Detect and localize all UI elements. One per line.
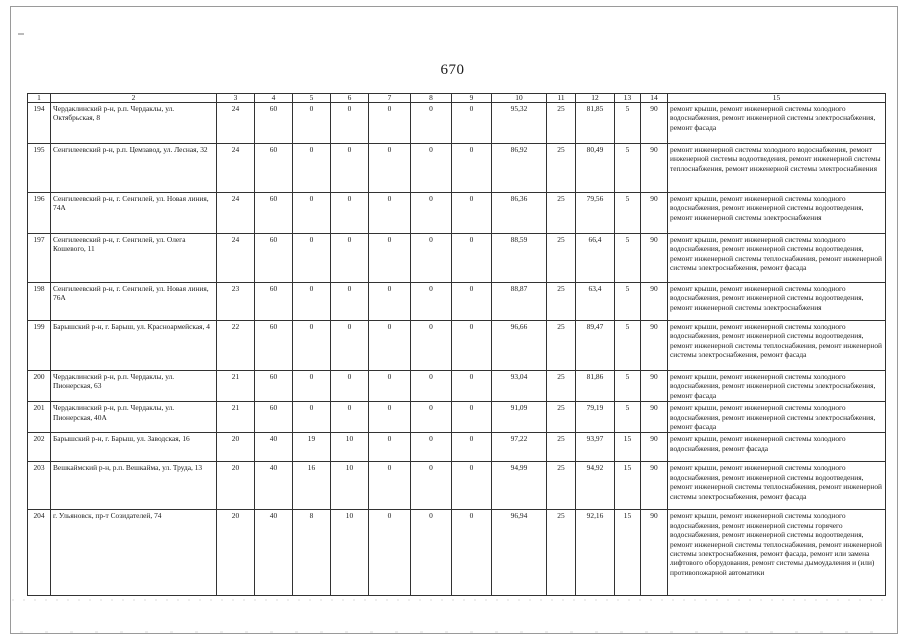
- value-cell: 86,92: [492, 144, 547, 193]
- value-cell: 0: [331, 371, 369, 402]
- value-cell: 0: [369, 433, 411, 462]
- value-cell: 40: [255, 510, 293, 596]
- value-cell: 0: [369, 144, 411, 193]
- value-cell: 0: [411, 371, 452, 402]
- address-cell: Барышский р-н, г. Барыш, ул. Заводская, 16: [51, 433, 217, 462]
- value-cell: 60: [255, 402, 293, 433]
- value-cell: 5: [615, 321, 641, 371]
- address-cell: Барышский р-н, г. Барыш, ул. Красноармейская, 4: [51, 321, 217, 371]
- value-cell: 80,49: [576, 144, 615, 193]
- value-cell: 5: [615, 234, 641, 283]
- value-cell: 5: [615, 283, 641, 321]
- value-cell: 0: [331, 144, 369, 193]
- column-header: 6: [331, 94, 369, 103]
- column-header: 12: [576, 94, 615, 103]
- value-cell: 25: [547, 402, 576, 433]
- value-cell: 0: [369, 462, 411, 510]
- row-number: 195: [28, 144, 51, 193]
- value-cell: 24: [217, 234, 255, 283]
- value-cell: 0: [369, 402, 411, 433]
- value-cell: 90: [641, 193, 668, 234]
- row-number: 197: [28, 234, 51, 283]
- works-cell: ремонт крыши, ремонт инженерной системы холодного водоснабжения, ремонт инженерной системы водоотведения, ремонт инженерной системы электроснабжения: [668, 193, 886, 234]
- column-header: 9: [452, 94, 492, 103]
- works-cell: ремонт крыши, ремонт инженерной системы холодного водоснабжения, ремонт инженерной системы водоотведения, ремонт инженерной системы теплоснабжения, ремонт инженерной системы электроснабжения, ремонт фасада: [668, 321, 886, 371]
- value-cell: 95,32: [492, 103, 547, 144]
- value-cell: 91,09: [492, 402, 547, 433]
- value-cell: 0: [293, 371, 331, 402]
- value-cell: 0: [293, 321, 331, 371]
- works-cell: ремонт крыши, ремонт инженерной системы холодного водоснабжения, ремонт инженерной системы водоотведения, ремонт инженерной системы теплоснабжения, ремонт инженерной системы электроснабжения, ремонт фасада: [668, 234, 886, 283]
- value-cell: 66,4: [576, 234, 615, 283]
- column-header: 1: [28, 94, 51, 103]
- value-cell: 0: [452, 402, 492, 433]
- address-cell: Чердаклинский р-н, р.п. Чердаклы, ул. Пионерская, 40А: [51, 402, 217, 433]
- value-cell: 93,97: [576, 433, 615, 462]
- value-cell: 8: [293, 510, 331, 596]
- row-number: 203: [28, 462, 51, 510]
- works-cell: ремонт крыши, ремонт инженерной системы холодного водоснабжения, ремонт инженерной системы водоотведения, ремонт инженерной системы теплоснабжения, ремонт инженерной системы электроснабжения, ремонт фасада: [668, 462, 886, 510]
- row-number: 199: [28, 321, 51, 371]
- value-cell: 5: [615, 371, 641, 402]
- value-cell: 90: [641, 462, 668, 510]
- column-header: 7: [369, 94, 411, 103]
- value-cell: 0: [411, 283, 452, 321]
- value-cell: 0: [369, 103, 411, 144]
- value-cell: 60: [255, 283, 293, 321]
- value-cell: 86,36: [492, 193, 547, 234]
- value-cell: 10: [331, 462, 369, 510]
- value-cell: 79,19: [576, 402, 615, 433]
- address-cell: Сенгилеевский р-н, г. Сенгилей, ул. Олега Кошевого, 11: [51, 234, 217, 283]
- value-cell: 10: [331, 510, 369, 596]
- value-cell: 10: [331, 433, 369, 462]
- works-cell: ремонт инженерной системы холодного водоснабжения, ремонт инженерной системы водоотведения, ремонт инженерной системы теплоснабжения, ремонт инженерной системы электроснабжения: [668, 144, 886, 193]
- works-cell: ремонт крыши, ремонт инженерной системы холодного водоснабжения, ремонт инженерной системы горячего водоснабжения, ремонт инженерной системы водоотведения, ремонт инженерной системы теплоснабжения, ремонт инженерной системы электроснабжения, ремонт фасада, ремонт или замена лифтового оборудования, ремонт системы дымоудаления и (или) противопожарной автоматики: [668, 510, 886, 596]
- value-cell: 94,99: [492, 462, 547, 510]
- value-cell: 96,94: [492, 510, 547, 596]
- works-cell: ремонт крыши, ремонт инженерной системы холодного водоснабжения, ремонт инженерной системы электроснабжения, ремонт фасада: [668, 103, 886, 144]
- column-header: 5: [293, 94, 331, 103]
- value-cell: 0: [452, 462, 492, 510]
- row-number: 194: [28, 103, 51, 144]
- column-header: 2: [51, 94, 217, 103]
- value-cell: 60: [255, 321, 293, 371]
- value-cell: 21: [217, 371, 255, 402]
- value-cell: 25: [547, 234, 576, 283]
- value-cell: 0: [293, 103, 331, 144]
- value-cell: 0: [411, 234, 452, 283]
- address-cell: Сенгилеевский р-н, г. Сенгилей, ул. Новая линия, 76А: [51, 283, 217, 321]
- value-cell: 60: [255, 371, 293, 402]
- value-cell: 63,4: [576, 283, 615, 321]
- value-cell: 0: [452, 510, 492, 596]
- value-cell: 23: [217, 283, 255, 321]
- column-header: 10: [492, 94, 547, 103]
- column-header: 14: [641, 94, 668, 103]
- value-cell: 0: [452, 321, 492, 371]
- value-cell: 0: [293, 234, 331, 283]
- address-cell: г. Ульяновск, пр-т Созидателей, 74: [51, 510, 217, 596]
- value-cell: 0: [452, 283, 492, 321]
- value-cell: 21: [217, 402, 255, 433]
- value-cell: 5: [615, 103, 641, 144]
- address-cell: Сенгилеевский р-н, г. Сенгилей, ул. Новая линия, 74А: [51, 193, 217, 234]
- value-cell: 88,87: [492, 283, 547, 321]
- value-cell: 15: [615, 510, 641, 596]
- value-cell: 0: [369, 371, 411, 402]
- row-number: 204: [28, 510, 51, 596]
- value-cell: 25: [547, 510, 576, 596]
- address-cell: Чердаклинский р-н, р.п. Чердаклы, ул. Пионерская, 63: [51, 371, 217, 402]
- value-cell: 0: [293, 283, 331, 321]
- value-cell: 90: [641, 510, 668, 596]
- value-cell: 24: [217, 193, 255, 234]
- value-cell: 92,16: [576, 510, 615, 596]
- value-cell: 40: [255, 433, 293, 462]
- value-cell: 15: [615, 433, 641, 462]
- value-cell: 0: [369, 321, 411, 371]
- value-cell: 96,66: [492, 321, 547, 371]
- value-cell: 22: [217, 321, 255, 371]
- value-cell: 0: [331, 193, 369, 234]
- value-cell: 0: [293, 144, 331, 193]
- value-cell: 0: [411, 402, 452, 433]
- row-number: 196: [28, 193, 51, 234]
- value-cell: 0: [452, 433, 492, 462]
- page-number: 670: [440, 62, 465, 78]
- address-cell: Чердаклинский р-н, р.п. Чердаклы, ул. Октябрьская, 8: [51, 103, 217, 144]
- value-cell: 19: [293, 433, 331, 462]
- value-cell: 90: [641, 433, 668, 462]
- value-cell: 0: [452, 144, 492, 193]
- value-cell: 90: [641, 283, 668, 321]
- address-cell: Сенгилеевский р-н, р.п. Цемзавод, ул. Лесная, 32: [51, 144, 217, 193]
- column-header: 3: [217, 94, 255, 103]
- value-cell: 0: [452, 193, 492, 234]
- value-cell: 60: [255, 103, 293, 144]
- value-cell: 20: [217, 510, 255, 596]
- value-cell: 25: [547, 103, 576, 144]
- value-cell: 90: [641, 371, 668, 402]
- value-cell: 0: [331, 234, 369, 283]
- row-number: 201: [28, 402, 51, 433]
- value-cell: 25: [547, 462, 576, 510]
- value-cell: 24: [217, 144, 255, 193]
- column-header: 15: [668, 94, 886, 103]
- value-cell: 25: [547, 371, 576, 402]
- value-cell: 79,56: [576, 193, 615, 234]
- value-cell: 60: [255, 144, 293, 193]
- column-header: 4: [255, 94, 293, 103]
- value-cell: 5: [615, 402, 641, 433]
- value-cell: 0: [331, 402, 369, 433]
- value-cell: 97,22: [492, 433, 547, 462]
- value-cell: 15: [615, 462, 641, 510]
- value-cell: 0: [331, 103, 369, 144]
- value-cell: 0: [369, 193, 411, 234]
- value-cell: 0: [411, 321, 452, 371]
- value-cell: 94,92: [576, 462, 615, 510]
- value-cell: 0: [369, 283, 411, 321]
- value-cell: 5: [615, 144, 641, 193]
- value-cell: 81,86: [576, 371, 615, 402]
- value-cell: 0: [331, 321, 369, 371]
- value-cell: 90: [641, 234, 668, 283]
- value-cell: 0: [452, 234, 492, 283]
- value-cell: 0: [411, 103, 452, 144]
- row-number: 200: [28, 371, 51, 402]
- works-cell: ремонт крыши, ремонт инженерной системы холодного водоснабжения, ремонт инженерной системы электроснабжения, ремонт фасада: [668, 402, 886, 433]
- column-header: 11: [547, 94, 576, 103]
- value-cell: 0: [452, 103, 492, 144]
- value-cell: 25: [547, 144, 576, 193]
- value-cell: 90: [641, 103, 668, 144]
- value-cell: 25: [547, 283, 576, 321]
- value-cell: 93,04: [492, 371, 547, 402]
- row-number: 198: [28, 283, 51, 321]
- value-cell: 0: [369, 234, 411, 283]
- value-cell: 0: [411, 193, 452, 234]
- column-header: 13: [615, 94, 641, 103]
- value-cell: 25: [547, 321, 576, 371]
- column-header: 8: [411, 94, 452, 103]
- value-cell: 20: [217, 462, 255, 510]
- value-cell: 0: [331, 283, 369, 321]
- row-number: 202: [28, 433, 51, 462]
- value-cell: 24: [217, 103, 255, 144]
- value-cell: 0: [411, 144, 452, 193]
- value-cell: 0: [411, 433, 452, 462]
- value-cell: 0: [411, 462, 452, 510]
- value-cell: 90: [641, 144, 668, 193]
- value-cell: 16: [293, 462, 331, 510]
- value-cell: 40: [255, 462, 293, 510]
- works-cell: ремонт крыши, ремонт инженерной системы холодного водоснабжения, ремонт фасада: [668, 433, 886, 462]
- address-cell: Вешкаймский р-н, р.п. Вешкайма, ул. Труда, 13: [51, 462, 217, 510]
- value-cell: 90: [641, 321, 668, 371]
- works-cell: ремонт крыши, ремонт инженерной системы холодного водоснабжения, ремонт инженерной системы электроснабжения, ремонт фасада: [668, 371, 886, 402]
- value-cell: 0: [411, 510, 452, 596]
- value-cell: 0: [369, 510, 411, 596]
- value-cell: 0: [293, 402, 331, 433]
- works-cell: ремонт крыши, ремонт инженерной системы холодного водоснабжения, ремонт инженерной системы водоотведения, ремонт инженерной системы электроснабжения: [668, 283, 886, 321]
- value-cell: 88,59: [492, 234, 547, 283]
- value-cell: 25: [547, 193, 576, 234]
- value-cell: 0: [452, 371, 492, 402]
- value-cell: 20: [217, 433, 255, 462]
- value-cell: 90: [641, 402, 668, 433]
- value-cell: 25: [547, 433, 576, 462]
- value-cell: 5: [615, 193, 641, 234]
- value-cell: 60: [255, 234, 293, 283]
- value-cell: 0: [293, 193, 331, 234]
- value-cell: 60: [255, 193, 293, 234]
- value-cell: 81,85: [576, 103, 615, 144]
- value-cell: 89,47: [576, 321, 615, 371]
